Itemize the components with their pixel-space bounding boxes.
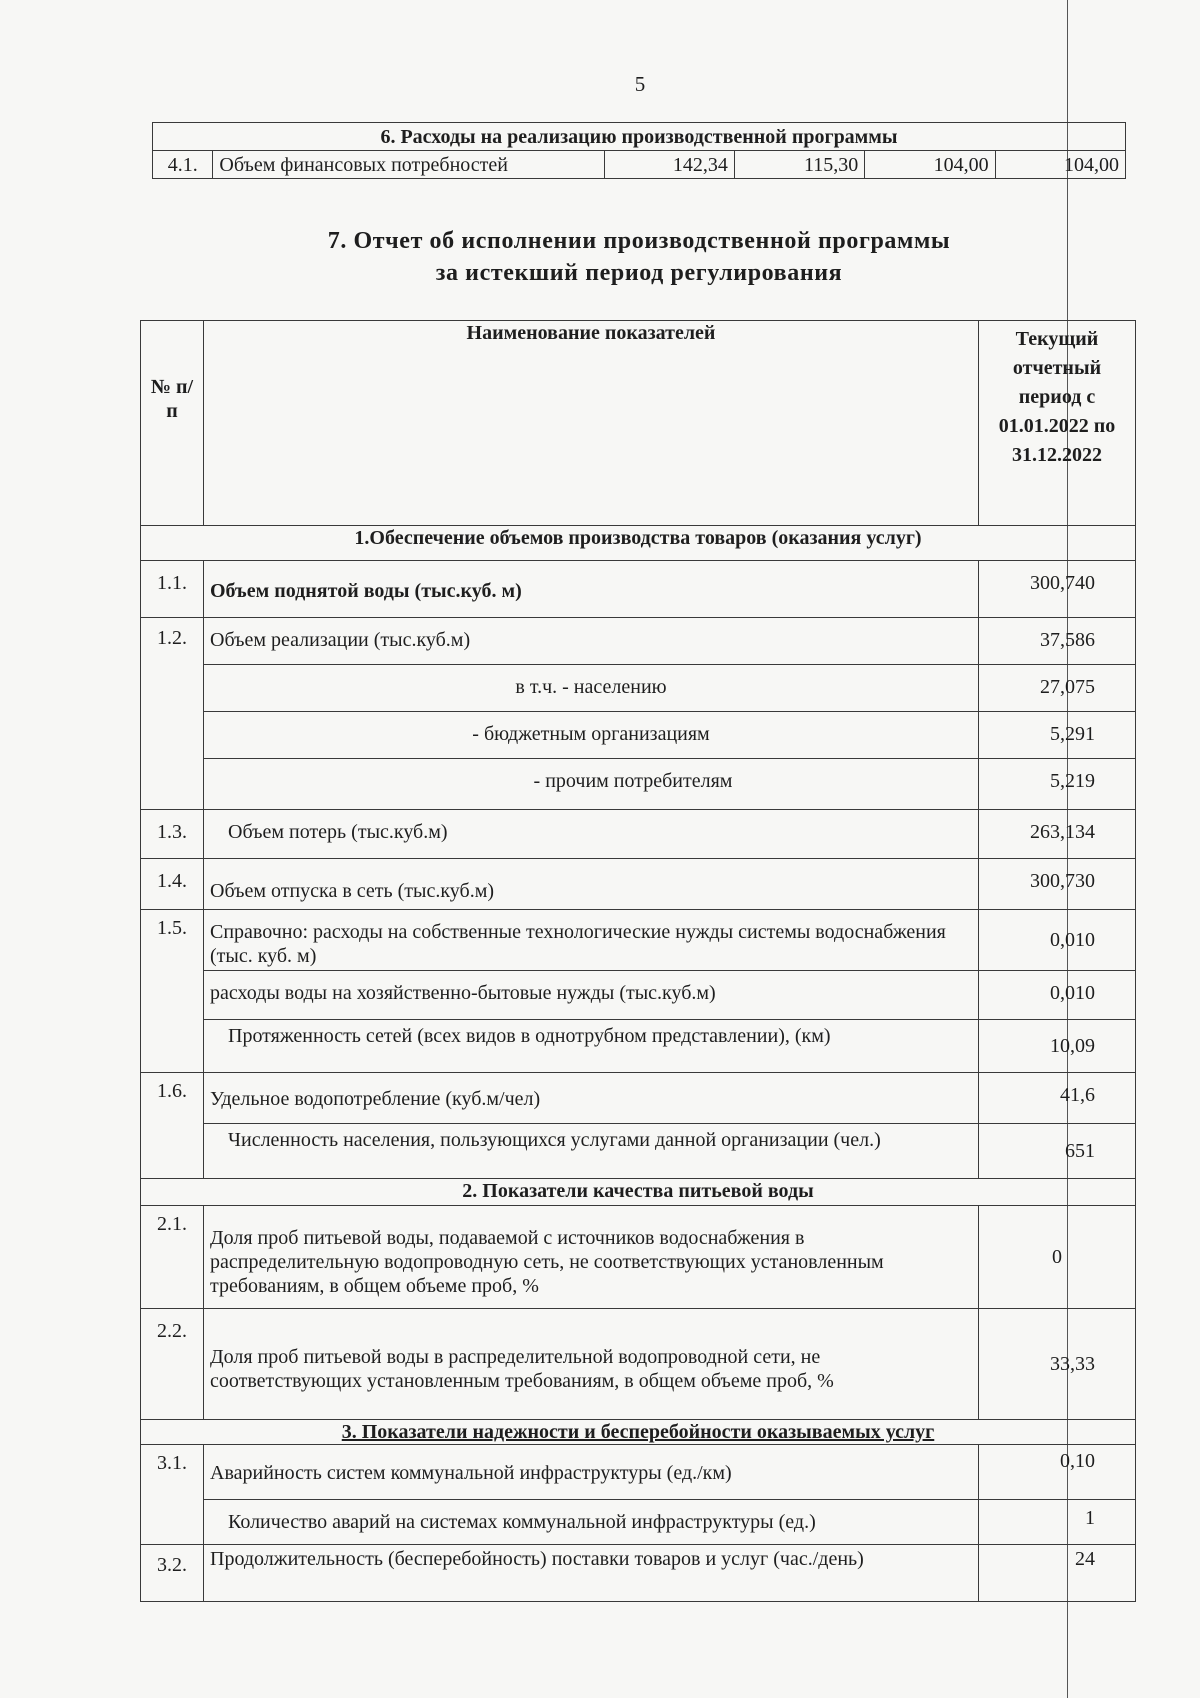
row-name: - бюджетным организациям [204,712,979,759]
row-name: Объем потерь (тыс.куб.м) [204,810,979,859]
row-value: 10,09 [979,1020,1136,1073]
row-name: Объем реализации (тыс.куб.м) [204,618,979,665]
row-value: 104,00 [865,151,995,179]
table-row [141,1124,1136,1179]
row-value: 41,6 [979,1073,1136,1124]
row-value: 0,010 [979,971,1136,1020]
row-name: Доля проб питьевой воды в распределительной водопроводной сети, не соответствующих установленным требованиям, в общем объеме проб, % [204,1309,979,1420]
row-number: 1.2. [141,618,204,810]
row-value: 5,219 [979,759,1136,810]
table-row [141,1445,1136,1500]
section-row [141,1179,1136,1206]
row-value: 33,33 [979,1309,1136,1420]
row-number: 1.1. [141,561,204,618]
row-name: Объем поднятой воды (тыс.куб. м) [204,561,979,618]
table-row [141,1545,1136,1602]
row-value: 0,010 [979,910,1136,971]
row-number: 3.1. [141,1445,204,1545]
row-value: 27,075 [979,665,1136,712]
page-number: 5 [634,72,646,96]
row-number: 1.5. [141,910,204,1073]
row-name: Объем отпуска в сеть (тыс.куб.м) [204,859,979,910]
table-row [141,1206,1136,1309]
table-row [141,859,1136,910]
row-name: Объем финансовых потребностей [213,151,604,179]
row-number: 1.4. [141,859,204,910]
row-value: 0,10 [979,1445,1136,1500]
row-name: Аварийность систем коммунальной инфраструктуры (ед./км) [204,1445,979,1500]
table-row [141,759,1136,810]
row-value: 1 [979,1500,1136,1545]
row-value: 0 [979,1206,1136,1309]
table-row [141,810,1136,859]
report-subtitle: за истекший период регулирования [435,260,843,286]
row-value: 37,586 [979,618,1136,665]
table-row [141,561,1136,618]
row-value: 142,34 [604,151,734,179]
row-value: 115,30 [734,151,864,179]
row-name: в т.ч. - населению [204,665,979,712]
row-value: 5,291 [979,712,1136,759]
row-name: Удельное водопотребление (куб.м/чел) [204,1073,979,1124]
row-number: 1.6. [141,1073,204,1179]
section-row [141,526,1136,561]
section-title: 1.Обеспечение объемов производства товаров (оказания услуг) [141,526,1136,561]
row-name: Количество аварий на системах коммунальной инфраструктуры (ед.) [204,1500,979,1545]
header-number: № п/п [141,321,204,526]
row-name: расходы воды на хозяйственно-бытовые нужды (тыс.куб.м) [204,971,979,1020]
report-table [140,320,1136,1602]
row-value: 24 [979,1545,1136,1602]
row-name: Продолжительность (бесперебойность) поставки товаров и услуг (час./день) [204,1545,979,1602]
row-number: 4.1. [153,151,213,179]
header-period: Текущий отчетный период с 01.01.2022 по 31.12.2022 [979,321,1136,526]
table-row [141,910,1136,971]
table-row [141,1500,1136,1545]
section-title: 6. Расходы на реализацию производственной программы [153,123,1126,151]
header-name: Наименование показателей [204,321,979,526]
row-name: - прочим потребителям [204,759,979,810]
row-name: Справочно: расходы на собственные технологические нужды системы водоснабжения (тыс. куб. м) [204,910,979,971]
row-number: 3.2. [141,1545,204,1602]
table-row [141,971,1136,1020]
row-number: 1.3. [141,810,204,859]
table-row [141,1020,1136,1073]
table-row [141,665,1136,712]
table-row [141,712,1136,759]
row-name: Протяженность сетей (всех видов в однотрубном представлении), (км) [204,1020,979,1073]
section-title: 3. Показатели надежности и бесперебойности оказываемых услуг [141,1420,1136,1445]
table-row [141,618,1136,665]
row-value: 104,00 [995,151,1125,179]
row-name: Численность населения, пользующихся услугами данной организации (чел.) [204,1124,979,1179]
table-row [141,1309,1136,1420]
table-row [153,123,1126,151]
row-value: 300,730 [979,859,1136,910]
table-row [141,1073,1136,1124]
section-row [141,1420,1136,1445]
table-header [141,321,1136,526]
row-value: 651 [979,1124,1136,1179]
row-value: 263,134 [979,810,1136,859]
report-title: 7. Отчет об исполнении производственной программы [327,228,951,254]
expenses-table [152,122,1126,179]
row-name: Доля проб питьевой воды, подаваемой с источников водоснабжения в распределительную водопроводную сеть, не соответствующих установленным требованиям, в общем объеме проб, % [204,1206,979,1309]
row-number: 2.2. [141,1309,204,1420]
row-number: 2.1. [141,1206,204,1309]
section-title: 2. Показатели качества питьевой воды [141,1179,1136,1206]
row-value: 300,740 [979,561,1136,618]
table-row [153,151,1126,179]
